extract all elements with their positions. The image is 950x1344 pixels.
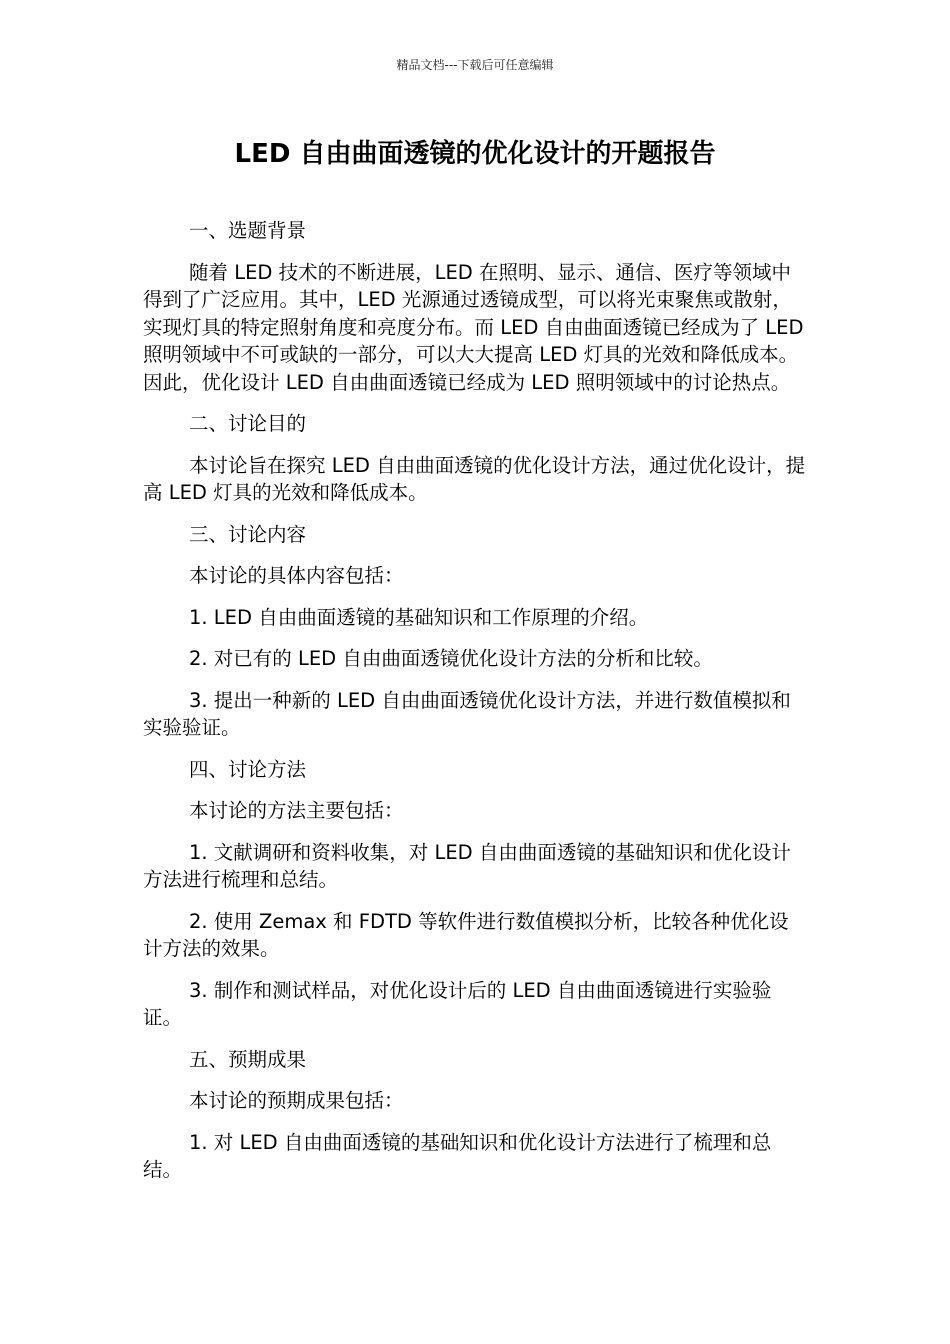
list-item: 3. 制作和测试样品，对优化设计后的 LED 自由曲面透镜进行实验验证。 — [143, 978, 772, 1029]
section-heading-purpose: 二、讨论目的 — [189, 412, 307, 435]
paragraph-outcomes-intro: 本讨论的预期成果包括： — [189, 1089, 404, 1112]
section-heading-background: 一、选题背景 — [189, 219, 307, 242]
list-item: 1. 对 LED 自由曲面透镜的基础知识和优化设计方法进行了梳理和总结。 — [143, 1130, 772, 1181]
paragraph-method-intro: 本讨论的方法主要包括： — [189, 799, 404, 822]
paragraph-purpose: 本讨论旨在探究 LED 自由曲面透镜的优化设计方法，通过优化设计，提高 LED 灯具的光效和降低成本。 — [143, 453, 806, 504]
paragraph-content-intro: 本讨论的具体内容包括： — [189, 564, 404, 587]
section-heading-outcomes: 五、预期成果 — [189, 1047, 307, 1071]
paragraph-background: 随着 LED 技术的不断进展，LED 在照明、显示、通信、医疗等领域中得到了广泛应用。其中，LED 光源通过透镜成型，可以将光束聚焦或散射，实现灯具的特定照射角度和亮度分布。而 LED 自由曲面透镜已经成为了 LED 照明领域中不可或缺的一部分，可以大大提高 LED 灯具的光效和降低成本。因此，优化设计 LED 自由曲面透镜已经成为 LED 照明领域中的讨论热点。 — [143, 260, 804, 394]
list-item: 1. 文献调研和资料收集，对 LED 自由曲面透镜的基础知识和优化设计方法进行梳理和总结。 — [143, 840, 791, 891]
list-item: 1. LED 自由曲面透镜的基础知识和工作原理的介绍。 — [189, 605, 649, 629]
document-body — [143, 217, 808, 1198]
section-heading-method: 四、讨论方法 — [189, 757, 307, 781]
list-item: 2. 对已有的 LED 自由曲面透镜优化设计方法的分析和比较。 — [189, 647, 713, 670]
document-title: LED 自由曲面透镜的优化设计的开题报告 — [234, 139, 716, 169]
list-item: 2. 使用 Zemax 和 FDTD 等软件进行数值模拟分析，比较各种优化设计方法的效果。 — [143, 909, 789, 960]
page-header: 精品文档---下载后可任意编辑 — [396, 58, 554, 72]
list-item: 3. 提出一种新的 LED 自由曲面透镜优化设计方法，并进行数值模拟和实验验证。 — [143, 688, 791, 739]
section-heading-content: 三、讨论内容 — [189, 522, 307, 546]
